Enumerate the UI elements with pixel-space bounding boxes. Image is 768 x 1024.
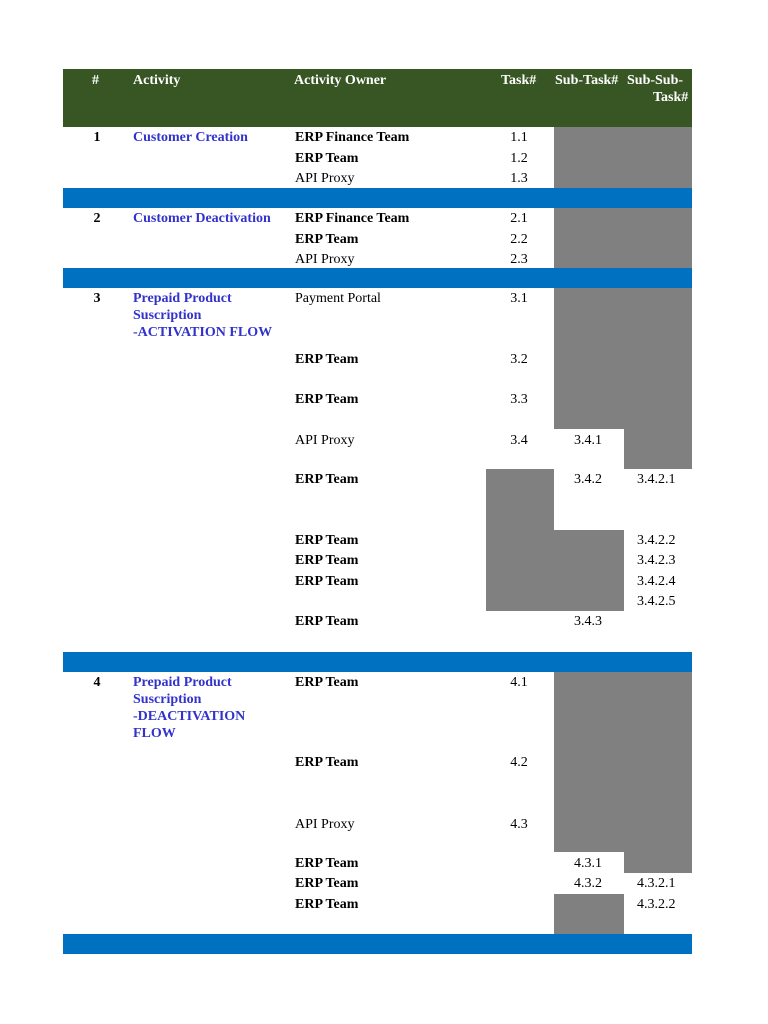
activity-owner: ERP Team bbox=[295, 876, 359, 891]
subsubtask-number: 3.4.2.2 bbox=[637, 533, 676, 548]
subsubtask-number: 3.4.2.3 bbox=[637, 553, 676, 568]
activity-owner: ERP Team bbox=[295, 352, 359, 367]
task-number: 1.2 bbox=[510, 151, 528, 166]
task-number: 3.1 bbox=[510, 291, 528, 306]
blocked-cell bbox=[554, 672, 692, 852]
section-separator bbox=[63, 268, 692, 288]
activity-owner: Payment Portal bbox=[295, 291, 381, 306]
header-num: # bbox=[92, 73, 99, 88]
section-number: 2 bbox=[93, 211, 101, 226]
header-owner: Activity Owner bbox=[294, 73, 387, 88]
activity-link[interactable]: Customer Creation bbox=[133, 130, 248, 145]
subtask-number: 4.3.1 bbox=[574, 856, 602, 871]
subtask-number: 4.3.2 bbox=[574, 876, 602, 891]
activity-owner: API Proxy bbox=[295, 817, 355, 832]
activity-link[interactable]: Prepaid Product bbox=[133, 291, 232, 306]
task-number: 2.1 bbox=[510, 211, 528, 226]
task-number: 1.1 bbox=[510, 130, 528, 145]
task-number: 3.2 bbox=[510, 352, 528, 367]
table-header bbox=[63, 69, 692, 127]
task-number: 3.4 bbox=[510, 433, 528, 448]
blocked-cell bbox=[486, 469, 554, 611]
section-separator bbox=[63, 188, 692, 208]
blocked-cell bbox=[554, 530, 624, 611]
section-separator bbox=[63, 934, 692, 954]
activity-owner: ERP Team bbox=[295, 553, 359, 568]
task-number: 4.3 bbox=[510, 817, 528, 832]
activity-link[interactable]: Suscription bbox=[133, 308, 202, 323]
section-number: 4 bbox=[93, 675, 101, 690]
subsubtask-number: 3.4.2.5 bbox=[637, 594, 676, 609]
header-task: Task# bbox=[501, 73, 537, 88]
activity-link[interactable]: FLOW bbox=[133, 726, 176, 741]
task-number: 4.1 bbox=[510, 675, 528, 690]
activity-owner: ERP Finance Team bbox=[295, 130, 410, 145]
subtask-number: 3.4.1 bbox=[574, 433, 602, 448]
blocked-cell bbox=[554, 288, 692, 429]
activity-owner: ERP Team bbox=[295, 151, 359, 166]
blocked-cell bbox=[624, 429, 692, 469]
header-activity: Activity bbox=[133, 73, 181, 88]
subsubtask-number: 3.4.2.1 bbox=[637, 472, 676, 487]
activity-owner: ERP Team bbox=[295, 856, 359, 871]
section-separator bbox=[63, 652, 692, 672]
activity-owner: ERP Team bbox=[295, 574, 359, 589]
subsubtask-number: 4.3.2.1 bbox=[637, 876, 676, 891]
task-number: 2.2 bbox=[510, 232, 528, 247]
activity-owner: ERP Team bbox=[295, 533, 359, 548]
activity-link[interactable]: Suscription bbox=[133, 692, 202, 707]
subsubtask-number: 3.4.2.4 bbox=[637, 574, 676, 589]
blocked-cell bbox=[624, 852, 692, 873]
task-number: 4.2 bbox=[510, 755, 528, 770]
activity-owner: ERP Team bbox=[295, 392, 359, 407]
section-number: 1 bbox=[93, 130, 101, 145]
activity-owner: API Proxy bbox=[295, 171, 355, 186]
subtask-number: 3.4.2 bbox=[574, 472, 602, 487]
header-subtask: Sub-Task# bbox=[555, 73, 619, 88]
activity-owner: ERP Team bbox=[295, 614, 359, 629]
subsubtask-number: 4.3.2.2 bbox=[637, 897, 676, 912]
header-subsubtask-line2: Task# bbox=[653, 90, 689, 105]
task-number: 1.3 bbox=[510, 171, 528, 186]
task-number: 3.3 bbox=[510, 392, 528, 407]
activity-owner: ERP Team bbox=[295, 755, 359, 770]
activity-owner: ERP Team bbox=[295, 897, 359, 912]
subtask-number: 3.4.3 bbox=[574, 614, 602, 629]
activity-owner: ERP Finance Team bbox=[295, 211, 410, 226]
activity-owner: API Proxy bbox=[295, 252, 355, 267]
activity-link[interactable]: Prepaid Product bbox=[133, 675, 232, 690]
header-subsubtask-line1: Sub-Sub- bbox=[627, 73, 684, 88]
task-number: 2.3 bbox=[510, 252, 528, 267]
activity-owner: API Proxy bbox=[295, 433, 355, 448]
activity-owner: ERP Team bbox=[295, 675, 359, 690]
activity-owner: ERP Team bbox=[295, 472, 359, 487]
activity-owner: ERP Team bbox=[295, 232, 359, 247]
blocked-cell bbox=[554, 208, 692, 268]
blocked-cell bbox=[554, 894, 624, 934]
blocked-cell bbox=[554, 127, 692, 188]
activity-link[interactable]: -DEACTIVATION bbox=[133, 709, 246, 724]
activity-link[interactable]: -ACTIVATION FLOW bbox=[133, 325, 273, 340]
section-number: 3 bbox=[93, 291, 101, 306]
activity-link[interactable]: Customer Deactivation bbox=[133, 211, 271, 226]
